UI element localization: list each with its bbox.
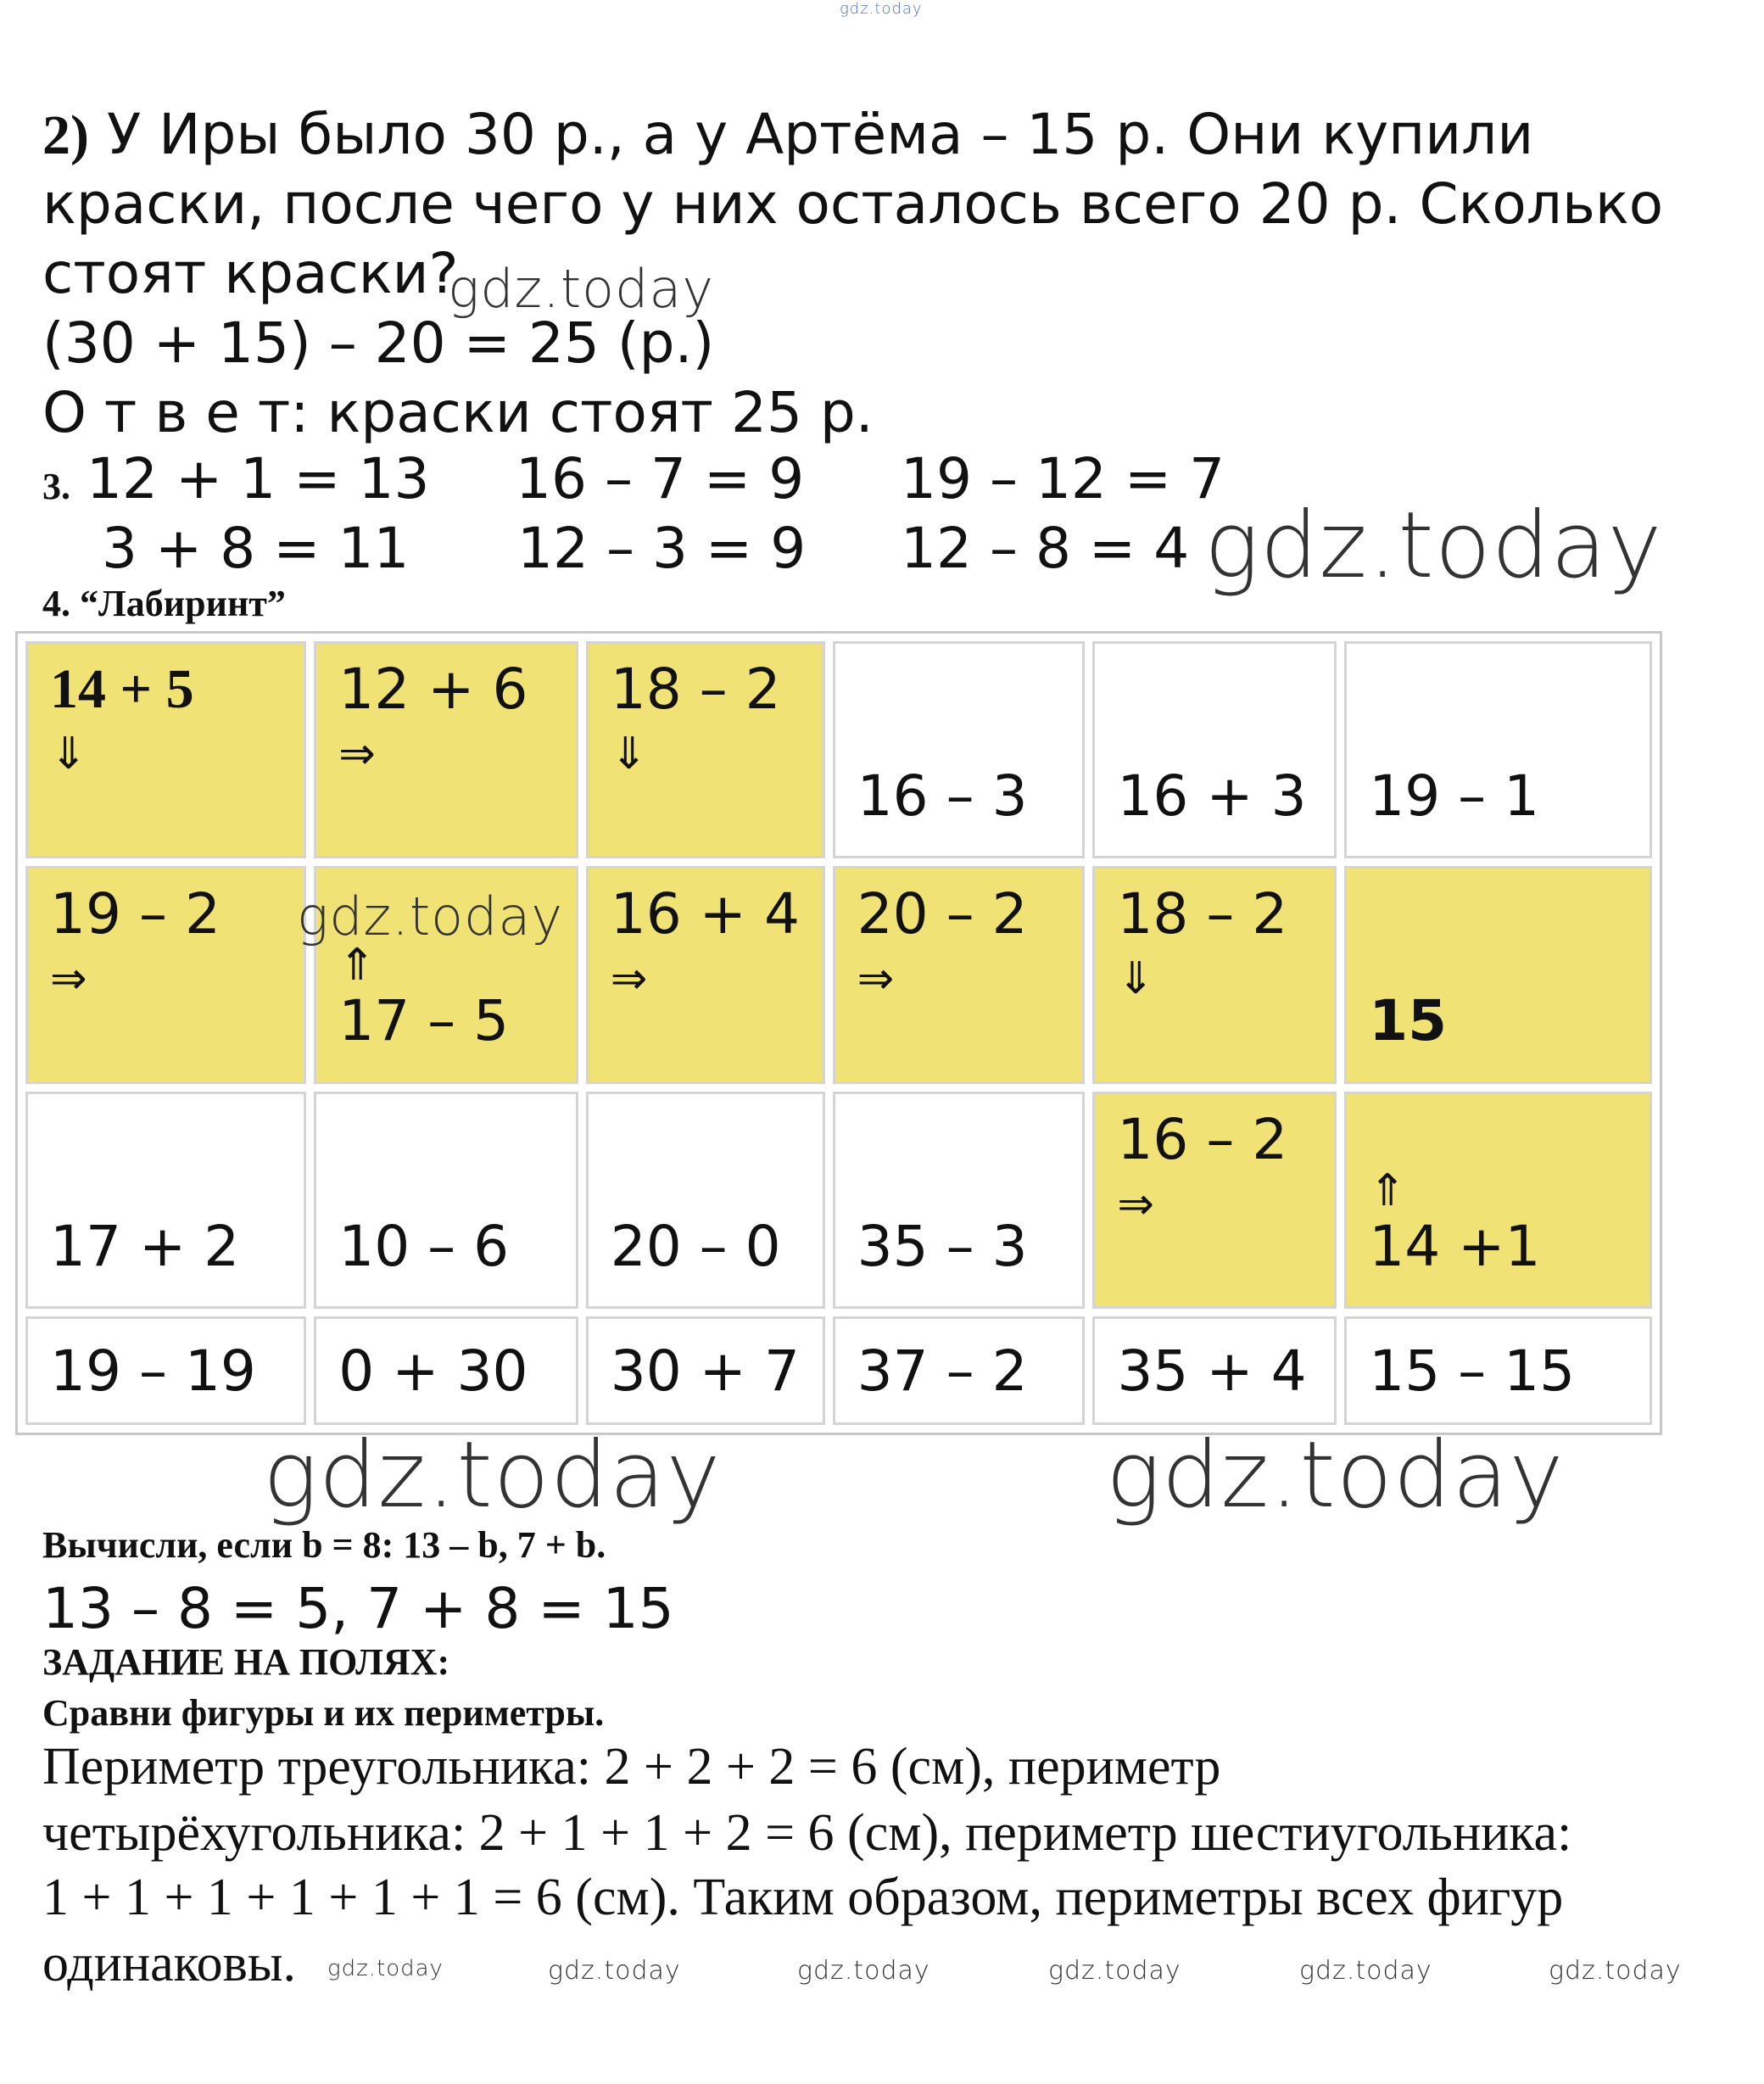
footer-watermark: gdz.today xyxy=(548,1956,681,1986)
problem3-number: 3. xyxy=(42,466,70,507)
top-watermark: gdz.today xyxy=(840,0,923,18)
maze-cell-expression: 14 + 5 xyxy=(50,658,194,720)
maze-cell-expression: 17 – 5 xyxy=(338,988,510,1054)
problem3-r1c1: 12 + 1 = 13 xyxy=(87,446,430,511)
maze-cell xyxy=(1344,641,1652,858)
maze-cell xyxy=(25,1092,306,1309)
maze-cell xyxy=(1092,1316,1337,1425)
maze-cell xyxy=(833,1316,1086,1425)
maze-cell-expression: 35 – 3 xyxy=(857,1213,1028,1279)
maze-cell xyxy=(586,1092,825,1309)
maze-arrow-icon: ⇒ xyxy=(50,953,87,1005)
maze-cell-expression: 16 + 3 xyxy=(1117,763,1307,829)
watermark-4: gdz.today xyxy=(1106,1422,1565,1528)
maze-cell xyxy=(314,1092,578,1309)
footer-watermark: gdz.today xyxy=(797,1956,930,1986)
problem3-r1c3: 19 – 12 = 7 xyxy=(901,446,1225,511)
maze-watermark: gdz.today xyxy=(297,886,564,947)
maze-cell-expression: 19 – 1 xyxy=(1369,763,1540,829)
maze-cell xyxy=(833,866,1086,1083)
watermark-1: gdz.today xyxy=(448,258,715,320)
maze-cell-expression: 18 – 2 xyxy=(1117,881,1288,947)
maze-cell xyxy=(314,1316,578,1425)
maze-cell xyxy=(1344,866,1652,1083)
problem2-number: 2) xyxy=(42,104,89,166)
problem2-line1 xyxy=(42,100,1533,170)
maze-cell-expression: 12 + 6 xyxy=(338,656,528,722)
problem2-line2: краски, после чего у них осталось всего 20 р. Сколько xyxy=(42,171,1664,237)
maze-cell xyxy=(1344,1316,1652,1425)
maze-cell-expression: 30 + 7 xyxy=(610,1338,800,1404)
maze-arrow-icon: ⇒ xyxy=(338,729,376,779)
margin-task-line3: 1 + 1 + 1 + 1 + 1 + 1 = 6 (см). Таким образом, периметры всех фигур xyxy=(42,1869,1564,1926)
maze-cell-expression: 15 xyxy=(1369,988,1448,1054)
maze-cell xyxy=(833,641,1086,858)
problem2-answer: О т в е т: краски стоят 25 р. xyxy=(42,380,874,445)
compute-answer: 13 – 8 = 5, 7 + 8 = 15 xyxy=(42,1576,674,1641)
problem4-title: 4. “Лабиринт” xyxy=(42,583,286,624)
maze-row xyxy=(25,641,1652,858)
problem3-r2c3: 12 – 8 = 4 xyxy=(901,516,1190,581)
maze-cell-expression: 10 – 6 xyxy=(338,1213,510,1279)
maze-cell-expression: 0 + 30 xyxy=(338,1338,528,1404)
watermark-3: gdz.today xyxy=(263,1422,722,1528)
margin-task-subtitle: Сравни фигуры и их периметры. xyxy=(42,1692,605,1734)
margin-task-line1: Периметр треугольника: 2 + 2 + 2 = 6 (см), периметр xyxy=(42,1738,1221,1796)
maze-cell-expression: 14 +1 xyxy=(1369,1213,1541,1279)
footer-watermark: gdz.today xyxy=(1549,1956,1682,1986)
maze-cell xyxy=(586,1316,825,1425)
problem2-text-line1: У Иры было 30 р., а у Артёма – 15 р. Они купили xyxy=(106,102,1534,167)
problem2-solution: (30 + 15) – 20 = 25 (р.) xyxy=(42,310,715,376)
maze-arrow-icon: ⇑ xyxy=(1369,1165,1406,1216)
problem3-r2c2: 12 – 3 = 9 xyxy=(517,516,807,581)
footer-watermark: gdz.today xyxy=(327,1956,444,1981)
maze-cell xyxy=(1092,1092,1337,1309)
maze-cell xyxy=(25,1316,306,1425)
footer-watermark: gdz.today xyxy=(1299,1956,1432,1986)
maze-cell-expression: 17 + 2 xyxy=(50,1213,240,1279)
maze-arrow-icon: ⇓ xyxy=(610,729,648,779)
maze-cell-expression: 16 + 4 xyxy=(610,881,800,947)
maze-cell-expression: 35 + 4 xyxy=(1117,1338,1307,1404)
maze-cell-expression: 19 – 19 xyxy=(50,1338,256,1404)
maze-cell xyxy=(1344,1092,1652,1309)
maze-arrow-icon: ⇓ xyxy=(1117,953,1154,1005)
maze-cell-expression: 20 – 0 xyxy=(610,1213,781,1279)
maze-cell xyxy=(25,641,306,858)
maze-row xyxy=(25,1092,1652,1309)
maze-cell-expression: 37 – 2 xyxy=(857,1338,1028,1404)
maze-row xyxy=(25,1316,1652,1425)
maze-cell-expression: 16 – 2 xyxy=(1117,1106,1288,1172)
maze-cell-expression: 16 – 3 xyxy=(857,763,1028,829)
problem3-r1c2: 16 – 7 = 9 xyxy=(516,446,805,511)
maze-cell-expression: 18 – 2 xyxy=(610,656,781,722)
maze-arrow-icon: ⇒ xyxy=(857,953,895,1005)
problem2-line3: стоят краски? xyxy=(42,241,459,306)
maze-cell-expression: 19 – 2 xyxy=(50,881,220,947)
margin-task-title: ЗАДАНИЕ НА ПОЛЯХ: xyxy=(42,1641,450,1683)
maze-cell-expression: 20 – 2 xyxy=(857,881,1028,947)
maze-table xyxy=(15,631,1662,1435)
maze-arrow-icon: ⇑ xyxy=(338,940,376,992)
maze-cell xyxy=(1092,866,1337,1083)
maze-arrow-icon: ⇓ xyxy=(50,729,87,779)
maze-cell xyxy=(833,1092,1086,1309)
problem3-r2c1: 3 + 8 = 11 xyxy=(102,516,410,581)
maze-arrow-icon: ⇒ xyxy=(1117,1178,1154,1230)
maze-cell xyxy=(1092,641,1337,858)
maze-cell xyxy=(314,641,578,858)
maze-cell xyxy=(586,641,825,858)
maze-cell-expression: 15 – 15 xyxy=(1369,1338,1576,1404)
maze-arrow-icon: ⇒ xyxy=(610,953,648,1005)
watermark-2: gdz.today xyxy=(1204,493,1663,599)
footer-watermark: gdz.today xyxy=(1048,1956,1181,1986)
maze-row xyxy=(25,866,1652,1083)
maze-cell xyxy=(25,866,306,1083)
margin-task-line2: четырёхугольника: 2 + 1 + 1 + 2 = 6 (см), периметр шестиугольника: xyxy=(42,1804,1572,1862)
maze-cell xyxy=(586,866,825,1083)
compute-task: Вычисли, если b = 8: 13 – b, 7 + b. xyxy=(42,1524,606,1566)
margin-task-line4: одинаковы. xyxy=(42,1935,297,1992)
